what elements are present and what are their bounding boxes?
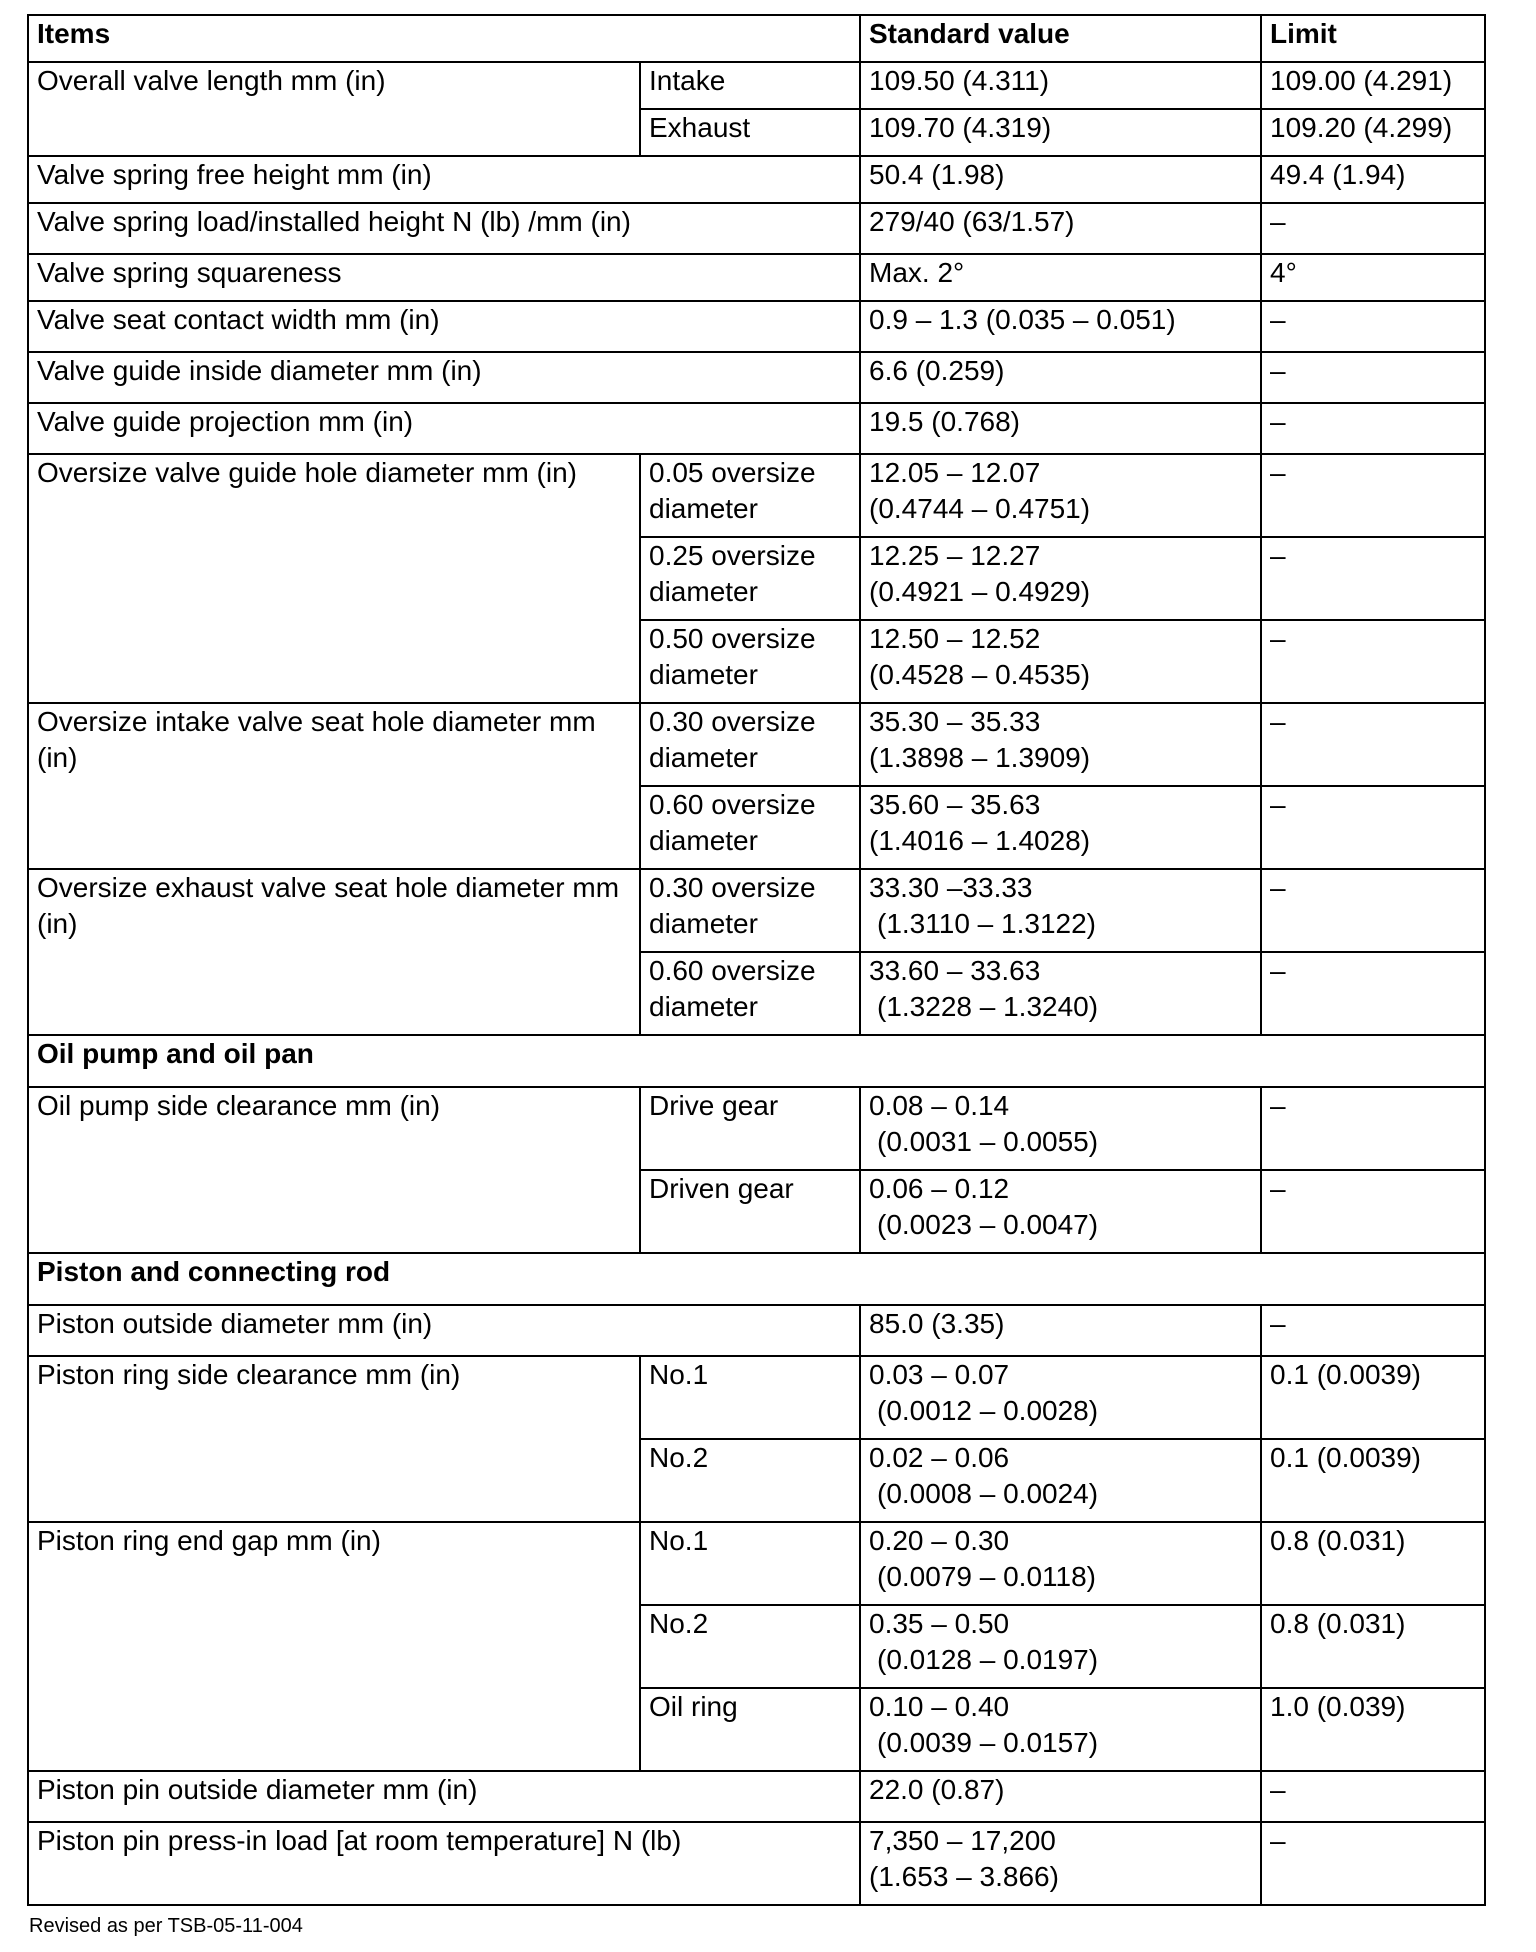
row-label: Oil pump side clearance mm (in) — [28, 1087, 640, 1253]
standard-value — [860, 1087, 1261, 1170]
table-row — [28, 1771, 1485, 1822]
sub-label-line: diameter — [649, 908, 758, 939]
sub-label: Drive gear — [640, 1087, 860, 1170]
table-row — [28, 1087, 1485, 1170]
limit-value: – — [1261, 454, 1485, 537]
sub-label: Oil ring — [640, 1688, 860, 1771]
standard-value — [860, 1822, 1261, 1905]
section-row — [28, 1035, 1485, 1087]
standard-value — [860, 1439, 1261, 1522]
row-label: Oversize exhaust valve seat hole diameter mm (in) — [28, 869, 640, 1035]
sub-label: Intake — [640, 62, 860, 109]
standard-value-mm: 0.10 – 0.40 — [869, 1691, 1010, 1722]
limit-value: – — [1261, 537, 1485, 620]
standard-value-in: (0.0079 – 0.0118) — [877, 1561, 1096, 1592]
standard-value — [860, 1170, 1261, 1253]
row-label: Piston ring side clearance mm (in) — [28, 1356, 640, 1522]
sub-label — [640, 786, 860, 869]
limit-value: 0.1 (0.0039) — [1261, 1356, 1485, 1439]
standard-value: 19.5 (0.768) — [860, 403, 1261, 454]
standard-value-mm: 7,350 – 17,200 — [869, 1825, 1056, 1856]
table-row — [28, 1305, 1485, 1356]
limit-value: – — [1261, 786, 1485, 869]
standard-value-mm: 33.30 –33.33 — [869, 872, 1033, 903]
standard-value-mm: 12.05 – 12.07 — [869, 457, 1041, 488]
limit-value: – — [1261, 203, 1485, 254]
sub-label-line: 0.50 oversize — [649, 623, 816, 654]
standard-value-mm: 12.50 – 12.52 — [869, 623, 1041, 654]
table-row — [28, 869, 1485, 952]
sub-label — [640, 952, 860, 1035]
row-label: Oversize intake valve seat hole diameter mm (in) — [28, 703, 640, 869]
table-row — [28, 703, 1485, 786]
standard-value-in: (0.0023 – 0.0047) — [877, 1209, 1099, 1240]
standard-value — [860, 1522, 1261, 1605]
standard-value-in: (0.4528 – 0.4535) — [869, 659, 1091, 690]
sub-label-line: diameter — [649, 991, 758, 1022]
sub-label-line: 0.05 oversize — [649, 457, 816, 488]
standard-value-in: (1.3898 – 1.3909) — [869, 742, 1091, 773]
limit-value: 109.00 (4.291) — [1261, 62, 1485, 109]
sub-label — [640, 537, 860, 620]
sub-label-line: 0.30 oversize — [649, 706, 816, 737]
sub-label — [640, 703, 860, 786]
section-row — [28, 1253, 1485, 1305]
standard-value — [860, 1605, 1261, 1688]
sub-label — [640, 454, 860, 537]
standard-value: 279/40 (63/1.57) — [860, 203, 1261, 254]
limit-value: – — [1261, 869, 1485, 952]
sub-label-line: diameter — [649, 659, 758, 690]
standard-value-mm: 0.02 – 0.06 — [869, 1442, 1010, 1473]
table-row — [28, 352, 1485, 403]
standard-value — [860, 703, 1261, 786]
sub-label-line: diameter — [649, 742, 758, 773]
standard-value-in: (0.4921 – 0.4929) — [869, 576, 1091, 607]
standard-value: 109.50 (4.311) — [860, 62, 1261, 109]
table-header-row — [28, 15, 1485, 62]
header-standard-value: Standard value — [860, 15, 1261, 62]
sub-label: No.1 — [640, 1522, 860, 1605]
limit-value: – — [1261, 403, 1485, 454]
limit-value: – — [1261, 301, 1485, 352]
limit-value: – — [1261, 1305, 1485, 1356]
standard-value — [860, 1688, 1261, 1771]
limit-value: – — [1261, 703, 1485, 786]
standard-value: 6.6 (0.259) — [860, 352, 1261, 403]
standard-value — [860, 620, 1261, 703]
limit-value: 0.8 (0.031) — [1261, 1522, 1485, 1605]
row-label: Piston pin press-in load [at room temperature] N (lb) — [28, 1822, 860, 1905]
row-label: Valve spring load/installed height N (lb) /mm (in) — [28, 203, 860, 254]
standard-value-mm: 0.06 – 0.12 — [869, 1173, 1010, 1204]
limit-value: 1.0 (0.039) — [1261, 1688, 1485, 1771]
standard-value-mm: 12.25 – 12.27 — [869, 540, 1041, 571]
limit-value: 0.8 (0.031) — [1261, 1605, 1485, 1688]
standard-value-mm: 0.35 – 0.50 — [869, 1608, 1010, 1639]
standard-value-mm: 0.20 – 0.30 — [869, 1525, 1010, 1556]
table-row — [28, 254, 1485, 301]
sub-label: No.2 — [640, 1605, 860, 1688]
limit-value: – — [1261, 952, 1485, 1035]
sub-label: No.2 — [640, 1439, 860, 1522]
limit-value: 109.20 (4.299) — [1261, 109, 1485, 156]
sub-label-line: 0.30 oversize — [649, 872, 816, 903]
standard-value-in: (0.0012 – 0.0028) — [877, 1395, 1099, 1426]
sub-label: Driven gear — [640, 1170, 860, 1253]
sub-label-line: 0.60 oversize — [649, 789, 816, 820]
table-row — [28, 301, 1485, 352]
standard-value: 109.70 (4.319) — [860, 109, 1261, 156]
table-row — [28, 62, 1485, 109]
limit-value: – — [1261, 620, 1485, 703]
standard-value-in: (0.0031 – 0.0055) — [877, 1126, 1099, 1157]
row-label: Valve seat contact width mm (in) — [28, 301, 860, 352]
sub-label-line: diameter — [649, 576, 758, 607]
header-items: Items — [28, 15, 860, 62]
row-label: Valve guide inside diameter mm (in) — [28, 352, 860, 403]
table-row — [28, 1522, 1485, 1605]
limit-value: 0.1 (0.0039) — [1261, 1439, 1485, 1522]
table-row — [28, 203, 1485, 254]
sub-label: No.1 — [640, 1356, 860, 1439]
table-row — [28, 1822, 1485, 1905]
row-label: Piston pin outside diameter mm (in) — [28, 1771, 860, 1822]
limit-value: – — [1261, 1771, 1485, 1822]
sub-label-line: 0.60 oversize — [649, 955, 816, 986]
standard-value — [860, 1356, 1261, 1439]
standard-value-in: (0.4744 – 0.4751) — [869, 493, 1091, 524]
table-row — [28, 156, 1485, 203]
limit-value: 4° — [1261, 254, 1485, 301]
standard-value: 0.9 – 1.3 (0.035 – 0.051) — [860, 301, 1261, 352]
standard-value — [860, 454, 1261, 537]
standard-value-mm: 33.60 – 33.63 — [869, 955, 1041, 986]
sub-label-line: diameter — [649, 825, 758, 856]
limit-value: – — [1261, 352, 1485, 403]
sub-label-line: 0.25 oversize — [649, 540, 816, 571]
standard-value-in: (1.4016 – 1.4028) — [869, 825, 1091, 856]
table-row — [28, 403, 1485, 454]
section-title: Oil pump and oil pan — [28, 1035, 1485, 1087]
sub-label — [640, 869, 860, 952]
sub-label-line: diameter — [649, 493, 758, 524]
table-row — [28, 454, 1485, 537]
standard-value-mm: 0.03 – 0.07 — [869, 1359, 1010, 1390]
standard-value-in: (0.0128 – 0.0197) — [877, 1644, 1099, 1675]
standard-value-in: (0.0039 – 0.0157) — [877, 1727, 1099, 1758]
standard-value-mm: 35.30 – 35.33 — [869, 706, 1041, 737]
standard-value — [860, 952, 1261, 1035]
standard-value-in: (1.653 – 3.866) — [869, 1861, 1059, 1892]
standard-value — [860, 537, 1261, 620]
standard-value: Max. 2° — [860, 254, 1261, 301]
standard-value — [860, 786, 1261, 869]
revision-note: Revised as per TSB-05-11-004 — [29, 1915, 303, 1937]
row-label: Valve spring squareness — [28, 254, 860, 301]
row-label: Overall valve length mm (in) — [28, 62, 640, 156]
row-label: Oversize valve guide hole diameter mm (in) — [28, 454, 640, 703]
limit-value: – — [1261, 1822, 1485, 1905]
standard-value: 50.4 (1.98) — [860, 156, 1261, 203]
header-limit: Limit — [1261, 15, 1485, 62]
standard-value-in: (0.0008 – 0.0024) — [877, 1478, 1099, 1509]
spec-table — [27, 14, 1486, 1906]
standard-value — [860, 869, 1261, 952]
limit-value: – — [1261, 1087, 1485, 1170]
limit-value: – — [1261, 1170, 1485, 1253]
row-label: Valve guide projection mm (in) — [28, 403, 860, 454]
limit-value: 49.4 (1.94) — [1261, 156, 1485, 203]
row-label: Piston ring end gap mm (in) — [28, 1522, 640, 1771]
standard-value-in: (1.3228 – 1.3240) — [877, 991, 1099, 1022]
sub-label: Exhaust — [640, 109, 860, 156]
sub-label — [640, 620, 860, 703]
standard-value-mm: 0.08 – 0.14 — [869, 1090, 1010, 1121]
standard-value-mm: 35.60 – 35.63 — [869, 789, 1041, 820]
standard-value-in: (1.3110 – 1.3122) — [877, 908, 1096, 939]
row-label: Valve spring free height mm (in) — [28, 156, 860, 203]
standard-value: 85.0 (3.35) — [860, 1305, 1261, 1356]
table-row — [28, 1356, 1485, 1439]
standard-value: 22.0 (0.87) — [860, 1771, 1261, 1822]
row-label: Piston outside diameter mm (in) — [28, 1305, 860, 1356]
section-title: Piston and connecting rod — [28, 1253, 1485, 1305]
